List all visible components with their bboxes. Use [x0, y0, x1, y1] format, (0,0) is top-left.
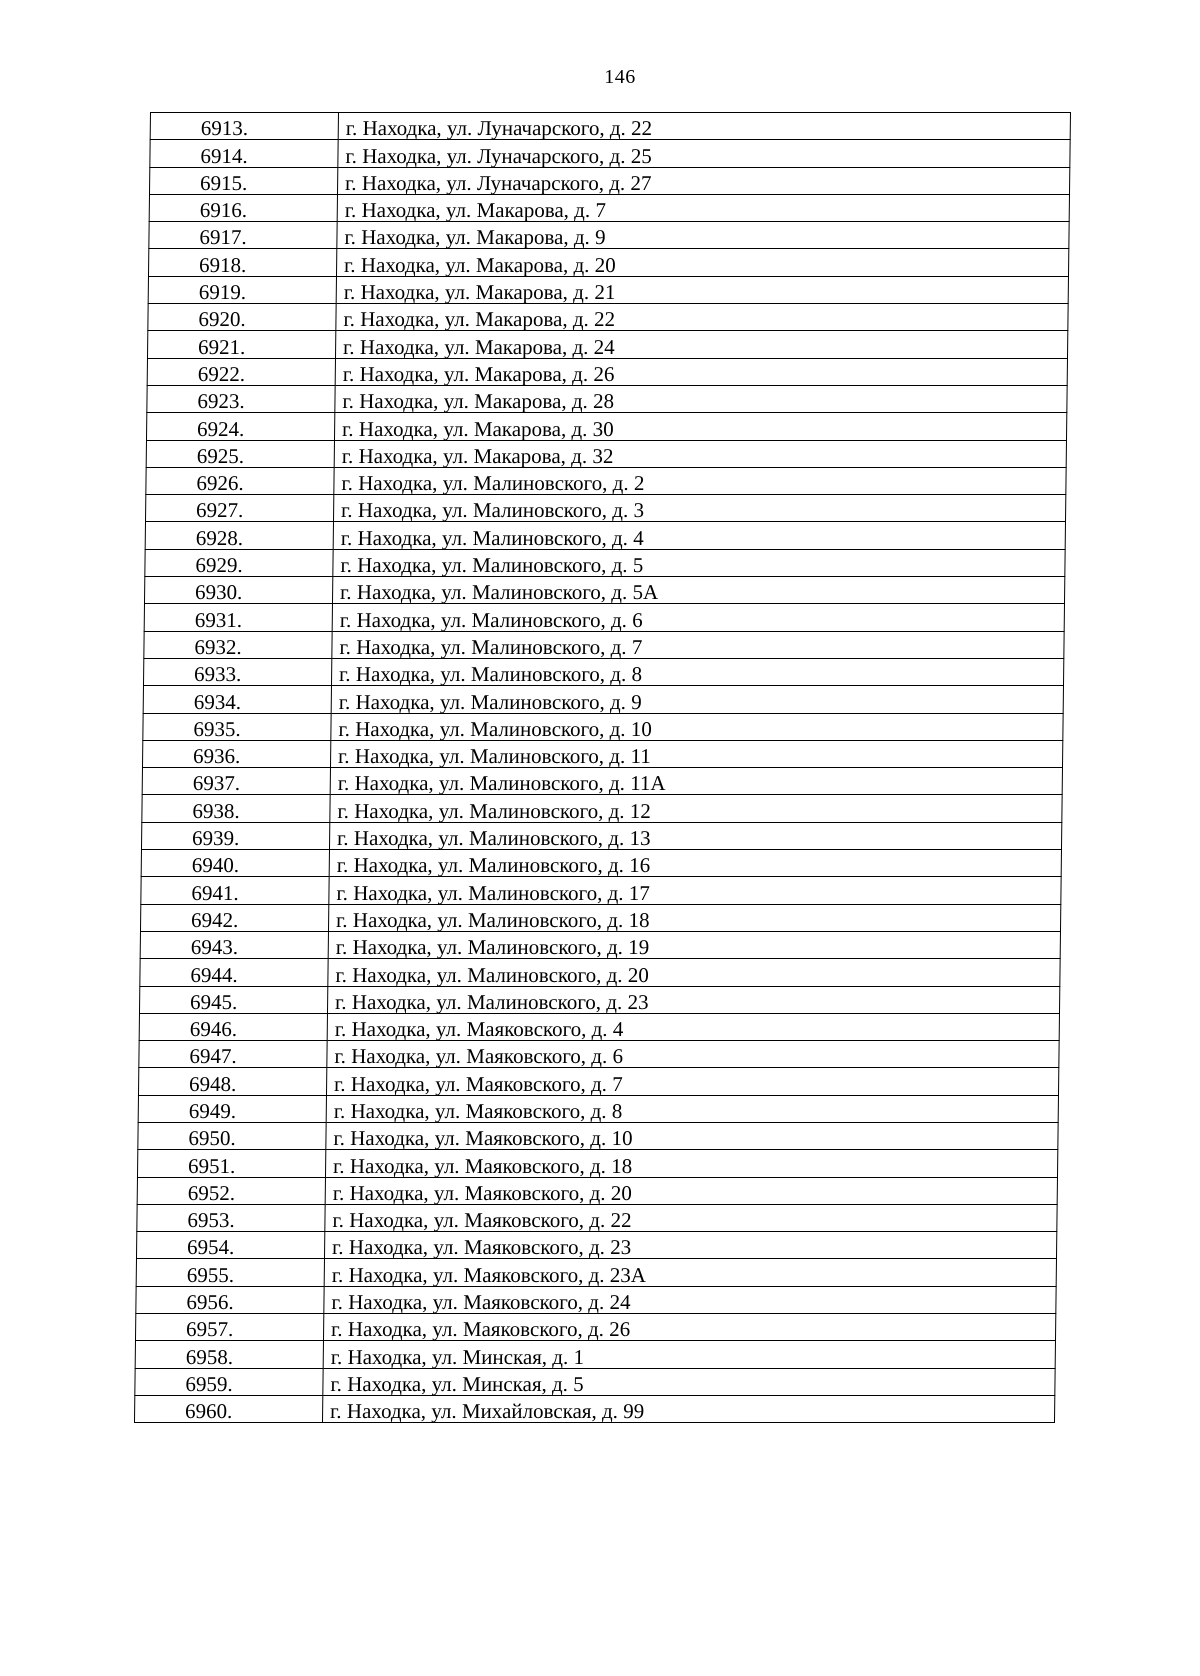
address-cell: г. Находка, ул. Маяковского, д. 8 — [326, 1095, 1058, 1122]
row-number-cell: 6957. — [135, 1314, 323, 1341]
table-row — [149, 222, 1069, 249]
row-number-cell: 6955. — [136, 1259, 324, 1286]
table-row — [144, 631, 1064, 658]
row-number-cell: 6914. — [150, 140, 338, 167]
row-number-cell: 6927. — [145, 495, 333, 522]
address-cell: г. Находка, ул. Макарова, д. 28 — [335, 385, 1067, 412]
row-number-cell: 6944. — [140, 959, 328, 986]
row-number-cell: 6956. — [136, 1286, 324, 1313]
row-number-cell: 6928. — [145, 522, 333, 549]
row-number-cell: 6954. — [136, 1232, 324, 1259]
table-row — [142, 740, 1062, 767]
table-row — [142, 795, 1062, 822]
address-cell: г. Находка, ул. Макарова, д. 9 — [337, 222, 1069, 249]
address-cell: г. Находка, ул. Луначарского, д. 25 — [338, 140, 1070, 167]
address-cell: г. Находка, ул. Малиновского, д. 8 — [331, 658, 1063, 685]
address-cell: г. Находка, ул. Макарова, д. 32 — [334, 440, 1066, 467]
row-number-cell: 6958. — [135, 1341, 323, 1368]
row-number-cell: 6913. — [150, 113, 338, 140]
table-row — [138, 1068, 1058, 1095]
row-number-cell: 6919. — [148, 276, 336, 303]
address-cell: г. Находка, ул. Малиновского, д. 17 — [329, 877, 1061, 904]
table-row — [140, 904, 1060, 931]
address-cell: г. Находка, ул. Малиновского, д. 5 — [333, 549, 1065, 576]
address-cell: г. Находка, ул. Маяковского, д. 23 — [324, 1232, 1056, 1259]
row-number-cell: 6942. — [140, 904, 328, 931]
address-cell: г. Находка, ул. Маяковского, д. 10 — [326, 1122, 1058, 1149]
row-number-cell: 6946. — [139, 1013, 327, 1040]
table-row — [135, 1314, 1055, 1341]
table-row — [136, 1232, 1056, 1259]
table-row — [136, 1259, 1056, 1286]
address-cell: г. Находка, ул. Макарова, д. 24 — [335, 331, 1067, 358]
row-number-cell: 6947. — [139, 1041, 327, 1068]
row-number-cell: 6931. — [144, 604, 332, 631]
row-number-cell: 6952. — [137, 1177, 325, 1204]
table-row — [148, 276, 1068, 303]
address-cell: г. Находка, ул. Малиновского, д. 7 — [332, 631, 1064, 658]
table-row — [145, 495, 1065, 522]
address-cell: г. Находка, ул. Малиновского, д. 18 — [328, 904, 1060, 931]
row-number-cell: 6960. — [134, 1395, 322, 1422]
address-cell: г. Находка, ул. Маяковского, д. 20 — [325, 1177, 1057, 1204]
address-cell: г. Находка, ул. Малиновского, д. 13 — [329, 822, 1061, 849]
address-cell: г. Находка, ул. Макарова, д. 26 — [335, 358, 1067, 385]
table-row — [141, 877, 1061, 904]
address-cell: г. Находка, ул. Малиновского, д. 3 — [333, 495, 1065, 522]
row-number-cell: 6935. — [143, 713, 331, 740]
address-cell: г. Находка, ул. Малиновского, д. 19 — [328, 931, 1060, 958]
row-number-cell: 6934. — [143, 686, 331, 713]
row-number-cell: 6916. — [149, 194, 337, 221]
address-cell: г. Находка, ул. Маяковского, д. 22 — [325, 1204, 1057, 1231]
address-cell: г. Находка, ул. Макарова, д. 21 — [336, 276, 1068, 303]
address-cell: г. Находка, ул. Малиновского, д. 4 — [333, 522, 1065, 549]
address-cell: г. Находка, ул. Маяковского, д. 23А — [324, 1259, 1056, 1286]
table-row — [137, 1177, 1057, 1204]
table-row — [150, 140, 1070, 167]
row-number-cell: 6959. — [135, 1368, 323, 1395]
table-row — [143, 686, 1063, 713]
table-row — [149, 194, 1069, 221]
table-row — [140, 959, 1060, 986]
address-cell: г. Находка, ул. Малиновского, д. 16 — [329, 850, 1061, 877]
row-number-cell: 6926. — [146, 467, 334, 494]
address-table-body — [134, 113, 1070, 1423]
address-cell: г. Находка, ул. Луначарского, д. 27 — [337, 167, 1069, 194]
row-number-cell: 6948. — [138, 1068, 326, 1095]
row-number-cell: 6932. — [144, 631, 332, 658]
row-number-cell: 6950. — [138, 1122, 326, 1149]
table-row — [137, 1150, 1057, 1177]
table-row — [145, 522, 1065, 549]
table-row — [134, 1395, 1054, 1422]
row-number-cell: 6918. — [148, 249, 336, 276]
table-row — [144, 577, 1064, 604]
address-cell: г. Находка, ул. Макарова, д. 20 — [336, 249, 1068, 276]
address-cell: г. Находка, ул. Малиновского, д. 12 — [330, 795, 1062, 822]
table-row — [142, 768, 1062, 795]
table-row — [143, 713, 1063, 740]
address-cell: г. Находка, ул. Маяковского, д. 18 — [325, 1150, 1057, 1177]
row-number-cell: 6922. — [147, 358, 335, 385]
row-number-cell: 6925. — [146, 440, 334, 467]
table-row — [149, 167, 1069, 194]
table-row — [136, 1286, 1056, 1313]
row-number-cell: 6915. — [149, 167, 337, 194]
row-number-cell: 6930. — [144, 577, 332, 604]
table-row — [147, 385, 1067, 412]
table-row — [140, 931, 1060, 958]
row-number-cell: 6941. — [141, 877, 329, 904]
table-row — [147, 358, 1067, 385]
table-row — [144, 604, 1064, 631]
address-cell: г. Находка, ул. Малиновского, д. 23 — [327, 986, 1059, 1013]
address-table — [134, 112, 1071, 1423]
address-cell: г. Находка, ул. Маяковского, д. 26 — [323, 1314, 1055, 1341]
address-cell: г. Находка, ул. Луначарского, д. 22 — [338, 113, 1070, 140]
table-row — [146, 440, 1066, 467]
table-row — [137, 1204, 1057, 1231]
row-number-cell: 6923. — [147, 385, 335, 412]
address-cell: г. Находка, ул. Малиновского, д. 5А — [332, 577, 1064, 604]
address-cell: г. Находка, ул. Малиновского, д. 10 — [331, 713, 1063, 740]
row-number-cell: 6936. — [142, 740, 330, 767]
table-row — [146, 467, 1066, 494]
table-row — [147, 331, 1067, 358]
row-number-cell: 6943. — [140, 931, 328, 958]
table-row — [139, 1041, 1059, 1068]
table-row — [138, 1122, 1058, 1149]
address-cell: г. Находка, ул. Михайловская, д. 99 — [322, 1395, 1054, 1422]
address-cell: г. Находка, ул. Малиновского, д. 11А — [330, 768, 1062, 795]
address-cell: г. Находка, ул. Минская, д. 5 — [323, 1368, 1055, 1395]
row-number-cell: 6938. — [142, 795, 330, 822]
address-cell: г. Находка, ул. Малиновского, д. 20 — [328, 959, 1060, 986]
row-number-cell: 6945. — [139, 986, 327, 1013]
row-number-cell: 6921. — [147, 331, 335, 358]
table-row — [139, 986, 1059, 1013]
address-cell: г. Находка, ул. Малиновского, д. 11 — [330, 740, 1062, 767]
table-row — [141, 850, 1061, 877]
table-row — [138, 1095, 1058, 1122]
row-number-cell: 6953. — [137, 1204, 325, 1231]
address-cell: г. Находка, ул. Малиновского, д. 9 — [331, 686, 1063, 713]
table-row — [135, 1368, 1055, 1395]
row-number-cell: 6937. — [142, 768, 330, 795]
row-number-cell: 6924. — [146, 413, 334, 440]
address-cell: г. Находка, ул. Минская, д. 1 — [323, 1341, 1055, 1368]
address-cell: г. Находка, ул. Макарова, д. 30 — [334, 413, 1066, 440]
row-number-cell: 6940. — [141, 850, 329, 877]
table-row — [139, 1013, 1059, 1040]
table-row — [150, 113, 1070, 140]
address-cell: г. Находка, ул. Маяковского, д. 4 — [327, 1013, 1059, 1040]
row-number-cell: 6951. — [137, 1150, 325, 1177]
address-cell: г. Находка, ул. Маяковского, д. 6 — [327, 1041, 1059, 1068]
address-cell: г. Находка, ул. Маяковского, д. 7 — [326, 1068, 1058, 1095]
address-cell: г. Находка, ул. Макарова, д. 7 — [337, 194, 1069, 221]
address-cell: г. Находка, ул. Маяковского, д. 24 — [324, 1286, 1056, 1313]
table-row — [146, 413, 1066, 440]
table-row — [141, 822, 1061, 849]
table-row — [148, 304, 1068, 331]
address-cell: г. Находка, ул. Малиновского, д. 2 — [334, 467, 1066, 494]
table-row — [148, 249, 1068, 276]
page-number: 146 — [604, 66, 636, 88]
row-number-cell: 6939. — [141, 822, 329, 849]
table-row — [145, 549, 1065, 576]
table-row — [143, 658, 1063, 685]
row-number-cell: 6929. — [145, 549, 333, 576]
row-number-cell: 6920. — [148, 304, 336, 331]
row-number-cell: 6917. — [149, 222, 337, 249]
row-number-cell: 6933. — [143, 658, 331, 685]
address-cell: г. Находка, ул. Малиновского, д. 6 — [332, 604, 1064, 631]
table-row — [135, 1341, 1055, 1368]
address-cell: г. Находка, ул. Макарова, д. 22 — [336, 304, 1068, 331]
row-number-cell: 6949. — [138, 1095, 326, 1122]
